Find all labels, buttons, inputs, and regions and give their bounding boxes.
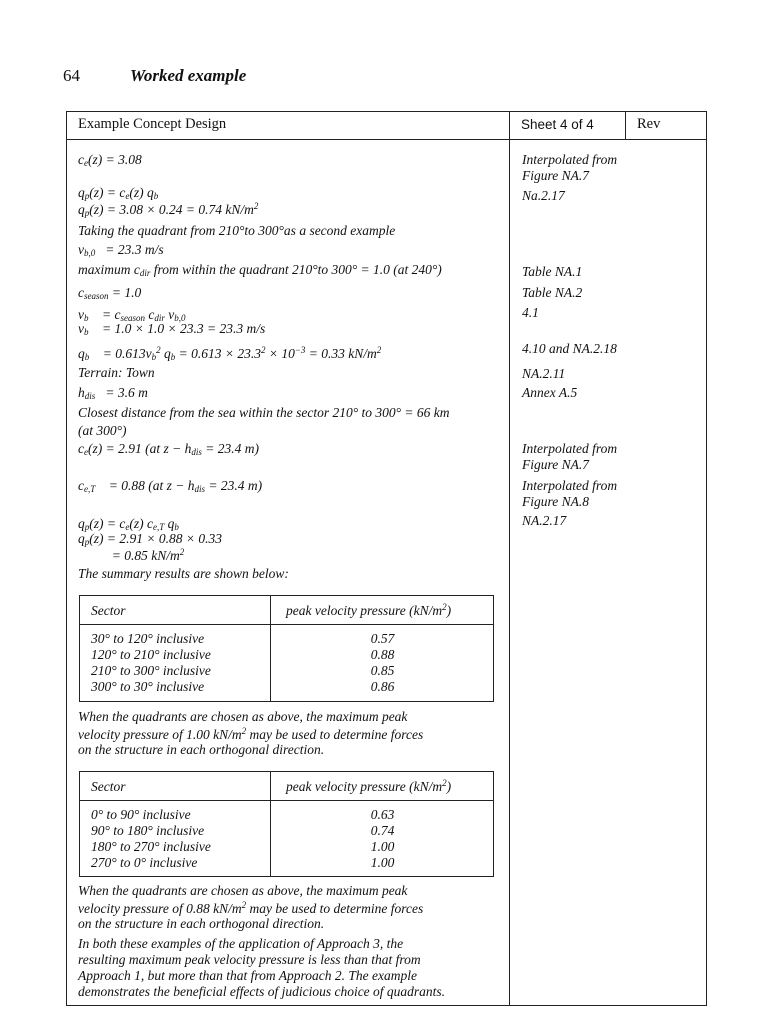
table-cell-value: 1.00 (370, 855, 395, 870)
table-header (80, 596, 493, 625)
conclusion-2-line-1: When the quadrants are chosen as above, the maximum peak (78, 883, 408, 898)
ce-line: $c_e(z) = 3.08$ (78, 152, 142, 168)
reference-note: 4.10 and NA.2.18 (522, 341, 617, 356)
table-header (80, 772, 493, 801)
column-header-sector: Sector (91, 603, 126, 618)
reference-note: Table NA.2 (522, 285, 583, 300)
quadrant-note: Taking the quadrant from 210°to 300°as a second example (78, 223, 396, 238)
table-row: 210° to 300° inclusive (91, 663, 211, 678)
reference-note: NA.2.11 (522, 366, 566, 381)
reference-note: 4.1 (522, 305, 539, 320)
column-header-pressure: peak velocity pressure $(kN/m^2)$ (286, 778, 452, 794)
closest-distance-note: (at 300°) (78, 423, 127, 438)
vb-formula: $v_b$ = $c_{season}$ $c_{dir}$ $v_{b,0}$ (78, 307, 186, 323)
qp2-formula: $q_p(z) = c_e(z)$ $c_{e,T}$ $q_b$ (78, 516, 179, 532)
reference-note: Figure NA.8 (522, 494, 589, 509)
summary-intro: The summary results are shown below: (78, 566, 289, 581)
final-note-line-4: demonstrates the beneficial effects of judicious choice of quadrants. (78, 984, 446, 999)
table-cell-value: 0.85 (370, 663, 395, 678)
table-row: 0° to 90° inclusive (91, 807, 191, 822)
hdis-line: $h_{dis}$ = 3.6 m (78, 385, 148, 401)
project-title: Example Concept Design (78, 116, 227, 132)
table-cell-value: 0.74 (370, 823, 395, 838)
conclusion-2-line-2: velocity pressure of 0.88 $kN/m^2$ may be used to determine forces (78, 900, 424, 916)
summary-table-2 (79, 771, 494, 877)
table-cell-value: 0.88 (370, 647, 395, 662)
qp-value: $q_p(z) = 3.08 \times 0.24 = 0.74$ $kN/m^2$ (78, 201, 259, 218)
page-title: Worked example (130, 66, 247, 85)
reference-note: Figure NA.7 (522, 457, 589, 472)
table-cell-value: 0.57 (370, 631, 395, 646)
reference-note: Annex A.5 (522, 385, 578, 400)
column-divider (509, 112, 510, 1005)
vb0-line: $v_{b,0}$ = 23.3 m/s (78, 242, 164, 258)
final-note-line-1: In both these examples of the application of Approach 3, the (78, 936, 404, 951)
reference-note: NA.2.17 (522, 513, 567, 528)
closest-distance: Closest distance from the sea within the sector 210° to 300° = 66 km (78, 405, 450, 420)
ce-sea-line: $c_e(z) = 2.91$ (at $z - h_{dis} = 23.4$ m) (78, 441, 259, 457)
reference-note: Figure NA.7 (522, 168, 589, 183)
cdir-line: maximum $c_{dir}$ from within the quadrant 210°to 300° = 1.0 (at 240°) (78, 262, 442, 278)
column-header-sector: Sector (91, 779, 126, 794)
conclusion-2-line-3: on the structure in each orthogonal direction. (78, 916, 325, 931)
page-number: 64 (63, 66, 80, 85)
table-cell-value: 0.63 (370, 807, 395, 822)
reference-note: Interpolated from (522, 478, 618, 493)
reference-note: Na.2.17 (522, 188, 565, 203)
reference-note: Interpolated from (522, 152, 618, 167)
table-row: 300° to 30° inclusive (91, 679, 205, 694)
column-header-pressure: peak velocity pressure $(kN/m^2)$ (286, 602, 452, 618)
sheet-number: Sheet 4 of 4 (521, 117, 594, 132)
header-divider (625, 112, 626, 139)
qp2-result: = 0.85 $kN/m^2$ (111, 547, 185, 563)
qp-formula: $q_p(z) = c_e(z)$ $q_b$ (78, 185, 159, 201)
final-note-line-2: resulting maximum peak velocity pressure is less than that from (78, 952, 421, 967)
vb-value: $v_b$ = 1.0 × 1.0 × 23.3 = 23.3 m/s (78, 321, 266, 337)
conclusion-1-line-1: When the quadrants are chosen as above, the maximum peak (78, 709, 408, 724)
conclusion-1-line-2: velocity pressure of 1.00 $kN/m^2$ may be used to determine forces (78, 726, 424, 742)
final-note-line-3: Approach 1, but more than that from Approach 2. The example (78, 968, 417, 983)
reference-note: Table NA.1 (522, 264, 583, 279)
terrain-line: Terrain: Town (78, 365, 155, 380)
cseason-line: $c_{season} = 1.0$ (78, 285, 142, 301)
revision-label: Rev (637, 116, 661, 132)
summary-table-1 (79, 595, 494, 702)
reference-note: Interpolated from (522, 441, 618, 456)
table-row: 270° to 0° inclusive (91, 855, 198, 870)
table-row: 120° to 210° inclusive (91, 647, 211, 662)
table-cell-value: 0.86 (370, 679, 395, 694)
qb-line: $q_b$ = $0.613v_b^2$ $q_b = 0.613 \times 23.3^2 \times 10^{-3} = 0.33$ $kN/m^2$ (78, 345, 382, 362)
conclusion-1-line-3: on the structure in each orthogonal direction. (78, 742, 325, 757)
sheet-header (67, 112, 706, 140)
table-row: 180° to 270° inclusive (91, 839, 211, 854)
calculation-sheet (66, 111, 707, 1006)
qp2-value: $q_p(z) = 2.91 \times 0.88 \times 0.33$ (78, 531, 222, 547)
table-row: 90° to 180° inclusive (91, 823, 205, 838)
table-cell-value: 1.00 (370, 839, 395, 854)
cet-line: $c_{e,T}$ = 0.88 (at $z - h_{dis} = 23.4$ m) (78, 478, 263, 494)
table-row: 30° to 120° inclusive (91, 631, 205, 646)
